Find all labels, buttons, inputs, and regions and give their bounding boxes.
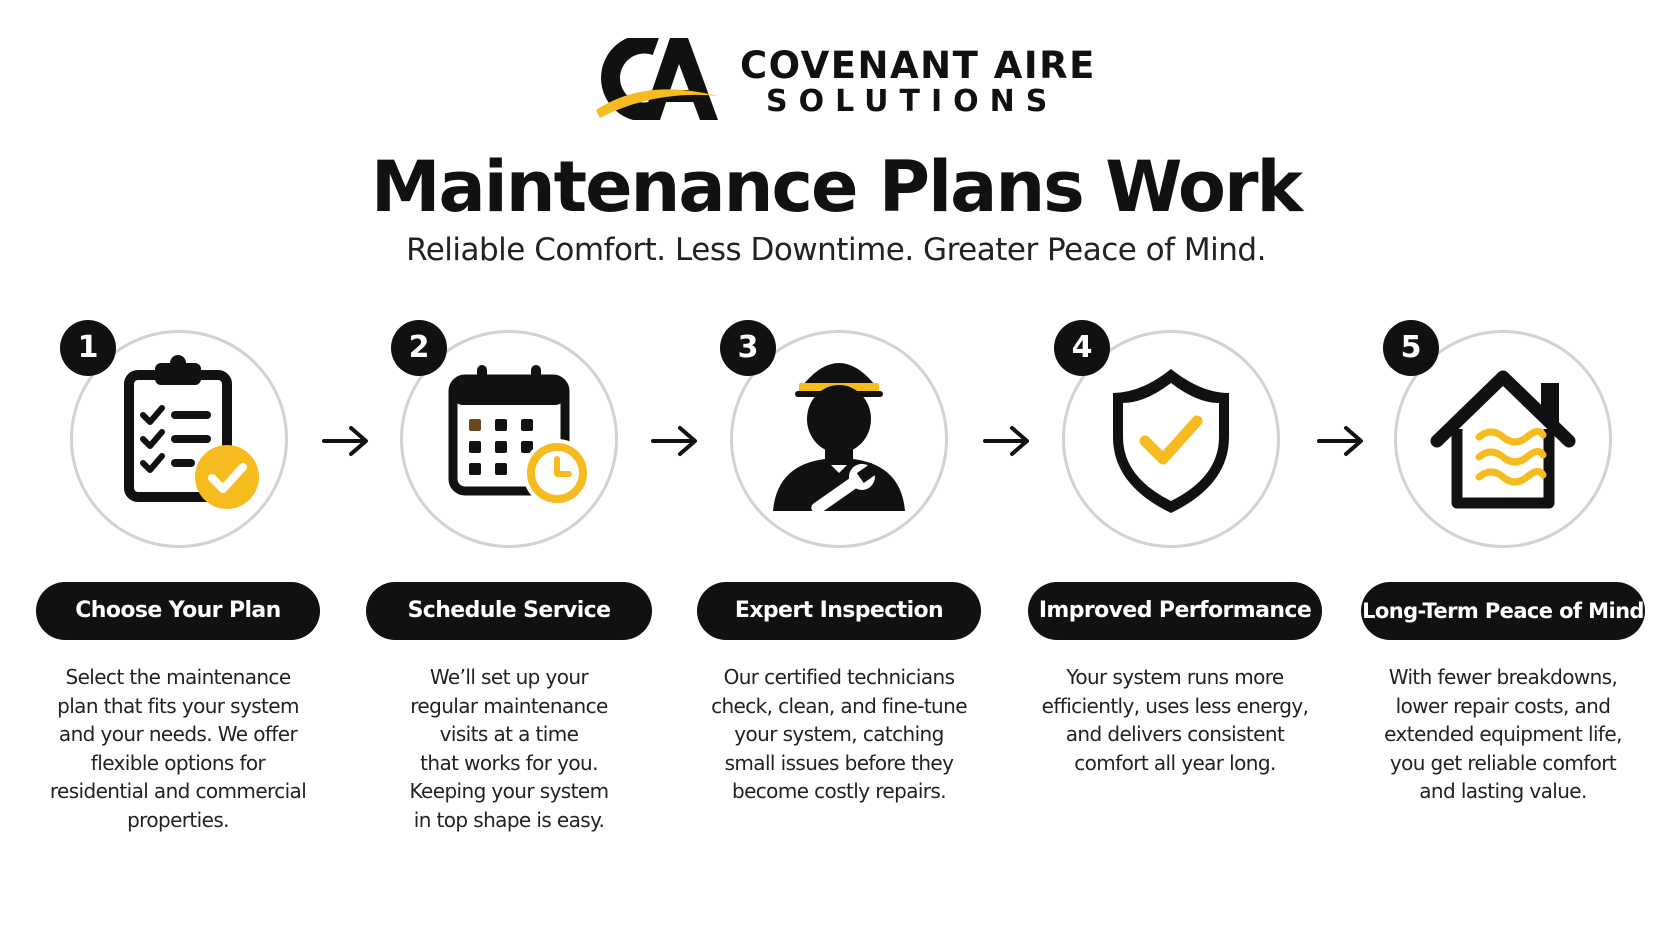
step-2 [344,0,674,940]
step-3 [673,0,1003,940]
step-description: Select the maintenance plan that fits your system and your needs. We offer flexible options for residential and commercial properties. [49,665,307,832]
step-label: Schedule Service [366,582,652,640]
step-label: Long-Term Peace of Mind [1361,582,1645,640]
step-label: Choose Your Plan [36,582,320,640]
step-number-badge: 2 [391,320,447,376]
step-label: Improved Performance [1028,582,1322,640]
step-5 [1335,0,1665,940]
step-number-badge: 4 [1054,320,1110,376]
brand-name: COVENANT AIRE [740,44,1096,87]
step-description: Your system runs more efficiently, uses less energy, and delivers consistent comfort all year long. [1041,665,1309,775]
page-subtitle: Reliable Comfort. Less Downtime. Greater Peace of Mind. [406,232,1266,268]
step-description: Our certified technicians check, clean, and fine-tune your system, catching small issues before they become costly repairs. [711,665,967,803]
step-label: Expert Inspection [697,582,981,640]
brand-subname: SOLUTIONS [766,84,1059,119]
step-number-badge: 1 [60,320,116,376]
step-number-badge: 5 [1383,320,1439,376]
step-number-badge: 3 [720,320,776,376]
step-1 [13,0,343,940]
step-4 [1005,0,1335,940]
page-title: Maintenance Plans Work [370,146,1302,228]
step-description: With fewer breakdowns, lower repair costs, and extended equipment life, you get reliable comfort and lasting value. [1384,665,1622,803]
step-description: We’ll set up your regular maintenance visits at a time that works for you. Keeping your system in top shape is easy. [409,665,609,832]
